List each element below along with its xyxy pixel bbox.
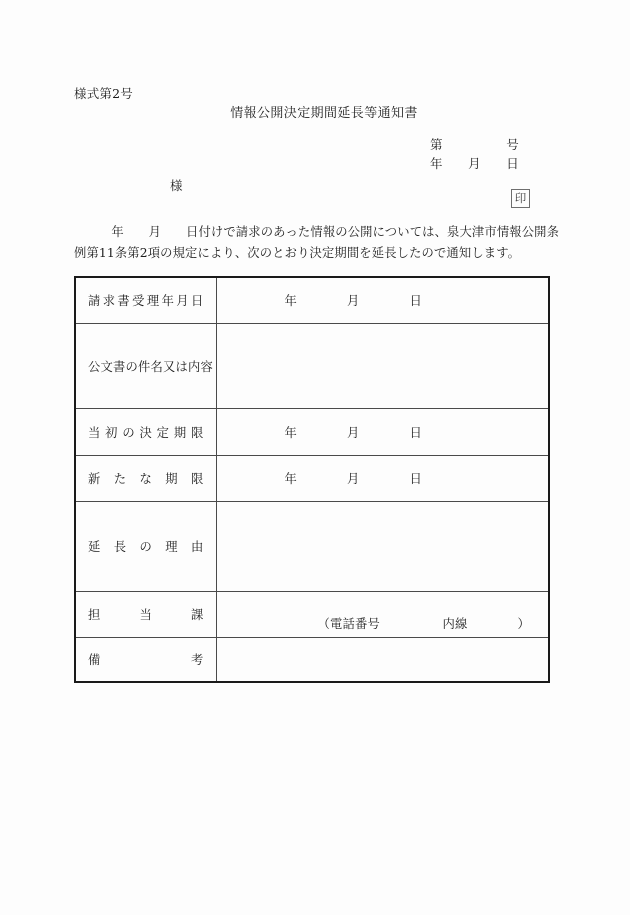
body-paragraph-line-1: 年 月 日付けで請求のあった情報の公開については、泉大津市情報公開条 xyxy=(74,225,560,239)
row-label-cell xyxy=(75,277,216,323)
table-row xyxy=(75,455,549,501)
table-row xyxy=(75,323,549,408)
row-label-cell xyxy=(75,591,216,637)
table-row xyxy=(75,408,549,455)
row-label: 公文書の件名又は内容 xyxy=(88,359,213,374)
addressee-line: 様 xyxy=(170,178,183,193)
row-value-cell[interactable] xyxy=(216,591,549,637)
row-value-cell[interactable] xyxy=(216,637,549,682)
row-value-date: 年 月 日 xyxy=(284,472,422,486)
row-label-cell xyxy=(75,323,216,408)
body-paragraph-line-2: 例第11条第2項の規定により、次のとおり決定期間を延長したので通知します。 xyxy=(74,245,521,260)
form-number: 様式第2号 xyxy=(74,86,133,101)
row-value-date: 年 月 日 xyxy=(284,425,422,440)
row-label-cell xyxy=(75,455,216,501)
row-value-cell[interactable] xyxy=(216,408,549,455)
table-row xyxy=(75,501,549,591)
table-body xyxy=(75,277,549,682)
table-row xyxy=(75,591,549,637)
row-value-telephone: （電話番号 内線 ） xyxy=(317,617,530,631)
body-paragraph xyxy=(74,222,560,263)
row-value-cell[interactable] xyxy=(216,455,549,501)
row-label-cell xyxy=(75,637,216,682)
row-value-cell[interactable] xyxy=(216,501,549,591)
row-label-cell xyxy=(75,408,216,455)
notification-form-table xyxy=(74,276,550,683)
table-row xyxy=(75,277,549,323)
row-label-cell xyxy=(75,501,216,591)
row-value-cell[interactable] xyxy=(216,323,549,408)
row-value-date: 年 月 日 xyxy=(284,294,422,309)
document-number-line: 第 号 xyxy=(430,137,519,152)
row-label: 担当課 xyxy=(88,608,204,622)
row-label: 当初の決定期限 xyxy=(88,425,204,440)
seal-stamp-box: 印 xyxy=(511,189,530,208)
row-value-cell[interactable] xyxy=(216,277,549,323)
row-label: 延長の理由 xyxy=(88,540,204,554)
document-date-line: 年 月 日 xyxy=(430,156,519,171)
page-title: 情報公開決定期間延長等通知書 xyxy=(230,106,418,121)
row-label: 請求書受理年月日 xyxy=(88,294,204,309)
row-label: 新たな期限 xyxy=(88,472,204,486)
row-label: 備考 xyxy=(88,653,204,668)
table-row xyxy=(75,637,549,682)
document-meta-block xyxy=(430,135,519,173)
